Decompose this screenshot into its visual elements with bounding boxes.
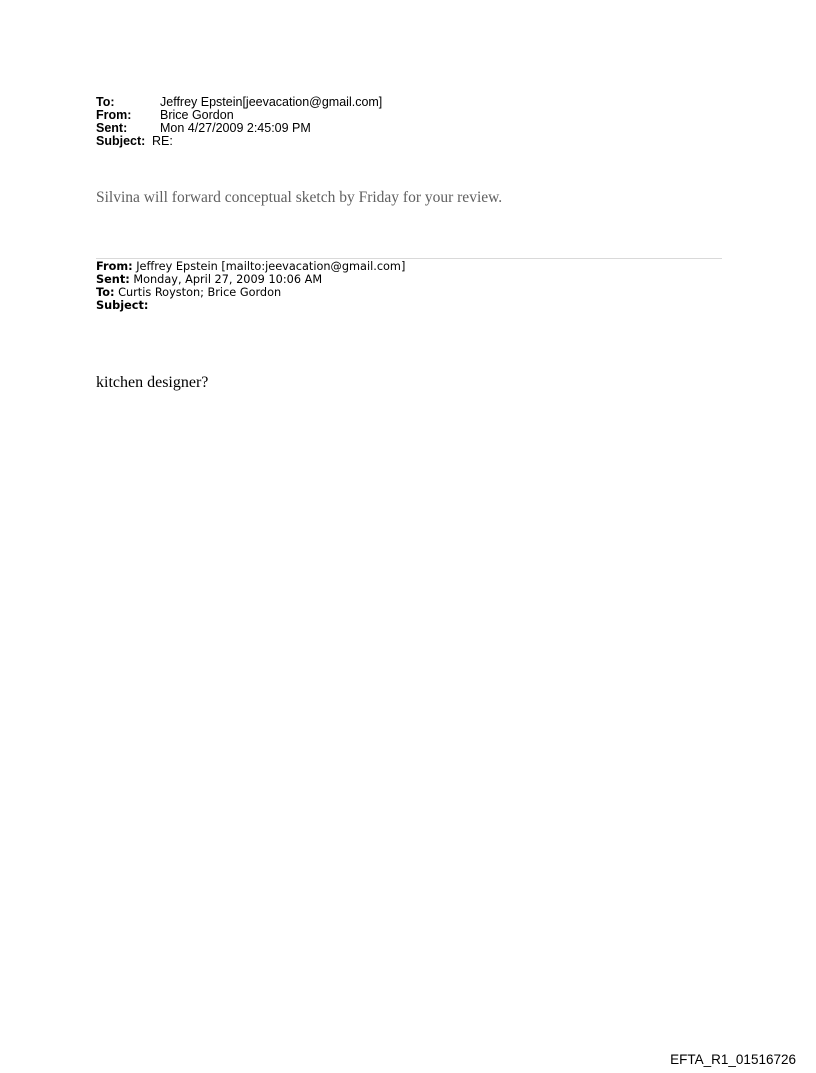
quoted-body: kitchen designer? (96, 374, 209, 391)
quoted-from-label: From: (96, 260, 133, 273)
to-value: Jeffrey Epstein[jeevacation@gmail.com] (160, 95, 383, 109)
quoted-from-value: Jeffrey Epstein [mailto:jeevacation@gmail.com] (136, 260, 406, 273)
quoted-to-value: Curtis Royston; Brice Gordon (118, 286, 282, 299)
quoted-subject-label: Subject: (96, 299, 149, 312)
email-header (96, 96, 382, 148)
quoted-sent-label: Sent: (96, 273, 130, 286)
sent-label: Sent: (96, 121, 128, 135)
quoted-to-label: To: (96, 286, 115, 299)
quoted-header (96, 260, 405, 312)
quoted-subject-row (96, 299, 405, 312)
from-label: From: (96, 108, 132, 122)
quoted-from-row (96, 260, 405, 273)
header-subject-row (96, 135, 382, 148)
sent-value: Mon 4/27/2009 2:45:09 PM (160, 121, 311, 135)
quoted-sent-value: Monday, April 27, 2009 10:06 AM (133, 273, 323, 286)
subject-value: RE: (152, 134, 173, 148)
subject-label: Subject: (96, 134, 146, 148)
to-label: To: (96, 95, 115, 109)
quoted-to-row (96, 286, 405, 299)
email-body: Silvina will forward conceptual sketch by Friday for your review. (96, 189, 503, 206)
header-to-row (96, 96, 382, 109)
from-value: Brice Gordon (160, 108, 234, 122)
document-id: EFTA_R1_01516726 (670, 1052, 796, 1067)
quoted-sent-row (96, 273, 405, 286)
quote-divider (96, 258, 722, 259)
